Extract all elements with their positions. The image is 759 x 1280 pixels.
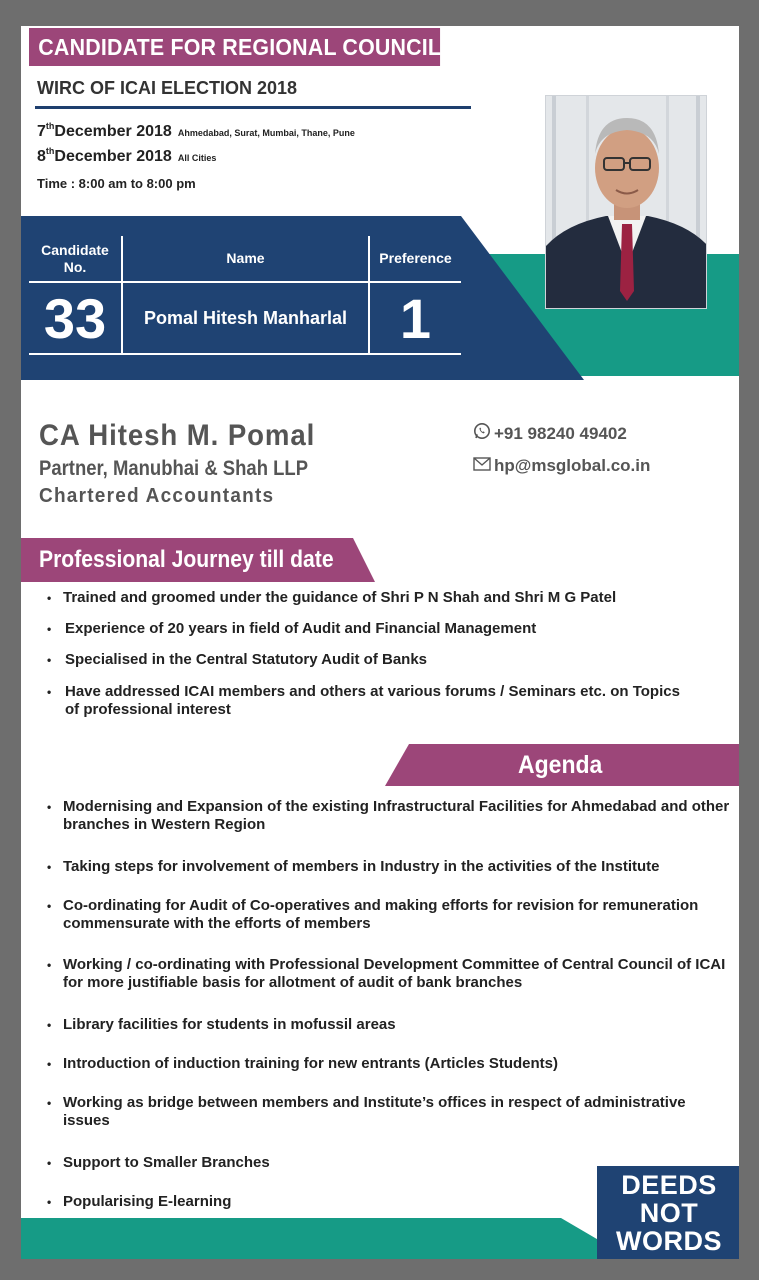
date-places: Ahmedabad, Surat, Mumbai, Thane, Pune [177, 128, 355, 138]
election-date-1 [37, 121, 355, 141]
journey-title: Professional Journey till date [39, 546, 334, 573]
election-time: Time : 8:00 am to 8:00 pm [37, 176, 196, 191]
agenda-item: • Introduction of induction training for new entrants (Articles Students) [45, 1055, 735, 1073]
candidate-table [29, 236, 461, 355]
agenda-item: • Co-ordinating for Audit of Co-operatives and making efforts for revision for remuneration commensurate with the efforts of members [45, 897, 735, 933]
column-candidate-no-line2: No. [63, 258, 87, 275]
phone-contact[interactable] [473, 422, 627, 445]
candidate-name: CA Hitesh M. Pomal [39, 419, 316, 452]
date-month-year: December 2018 [54, 148, 172, 165]
candidate-number: 33 [29, 282, 122, 354]
header-divider [35, 106, 471, 109]
date-places: All Cities [177, 153, 217, 163]
journey-item: • Experience of 20 years in field of Audit and Financial Management [45, 620, 725, 638]
slogan-line: WORDS [616, 1226, 722, 1256]
column-name: Name [122, 236, 369, 282]
preference-value: 1 [369, 282, 461, 354]
slogan-line: DEEDS [621, 1170, 717, 1200]
column-preference: Preference [369, 236, 461, 282]
candidate-role: Partner, Manubhai & Shah LLP [39, 457, 309, 480]
date-day: 7 [37, 123, 46, 140]
column-candidate-no-line1: Candidate [41, 241, 109, 258]
agenda-item: • Library facilities for students in mofussil areas [45, 1016, 735, 1034]
date-suffix: th [45, 146, 55, 156]
agenda-item: • Support to Smaller Branches [45, 1154, 735, 1172]
agenda-item: • Working / co-ordinating with Professional Development Committee of Central Council of ICAI for more justifiable basis for allotment of audit of bank branches [45, 956, 735, 992]
journey-item: • Specialised in the Central Statutory Audit of Banks [45, 651, 725, 669]
whatsapp-icon [473, 422, 491, 445]
bottom-teal-band [21, 1218, 631, 1259]
candidate-photo [545, 95, 707, 309]
email-contact[interactable] [473, 456, 650, 476]
journey-item: • Trained and groomed under the guidance of Shri P N Shah and Shri M G Patel [45, 589, 725, 607]
candidate-full-name: Pomal Hitesh Manharlal [122, 282, 369, 354]
slogan-line: NOT [639, 1198, 699, 1228]
poster [21, 26, 739, 1259]
column-candidate-no [29, 236, 122, 282]
email-address: hp@msglobal.co.in [494, 456, 651, 475]
date-suffix: th [45, 121, 55, 131]
phone-number: +91 98240 49402 [494, 423, 627, 443]
slogan-box [597, 1166, 739, 1259]
date-month-year: December 2018 [54, 123, 172, 140]
candidate-firm: Chartered Accountants [39, 485, 275, 507]
agenda-item: • Modernising and Expansion of the existing Infrastructural Facilities for Ahmedabad and other branches in Western Region [45, 798, 735, 834]
header-banner: CANDIDATE FOR REGIONAL COUNCIL [29, 28, 440, 66]
mail-icon [473, 456, 491, 476]
agenda-item: • Taking steps for involvement of members in Industry in the activities of the Institute [45, 858, 735, 876]
election-title: WIRC OF ICAI ELECTION 2018 [37, 78, 298, 98]
candidate-portrait-illustration [546, 96, 707, 309]
journey-item: • Have addressed ICAI members and others at various forums / Seminars etc. on Topics of professional interest [45, 683, 685, 719]
date-day: 8 [37, 148, 46, 165]
agenda-item: • Working as bridge between members and Institute’s offices in respect of administrative issues [45, 1094, 735, 1130]
election-date-2 [37, 146, 216, 166]
agenda-title: Agenda [518, 751, 603, 779]
agenda-item: • Popularising E-learning [45, 1193, 735, 1211]
